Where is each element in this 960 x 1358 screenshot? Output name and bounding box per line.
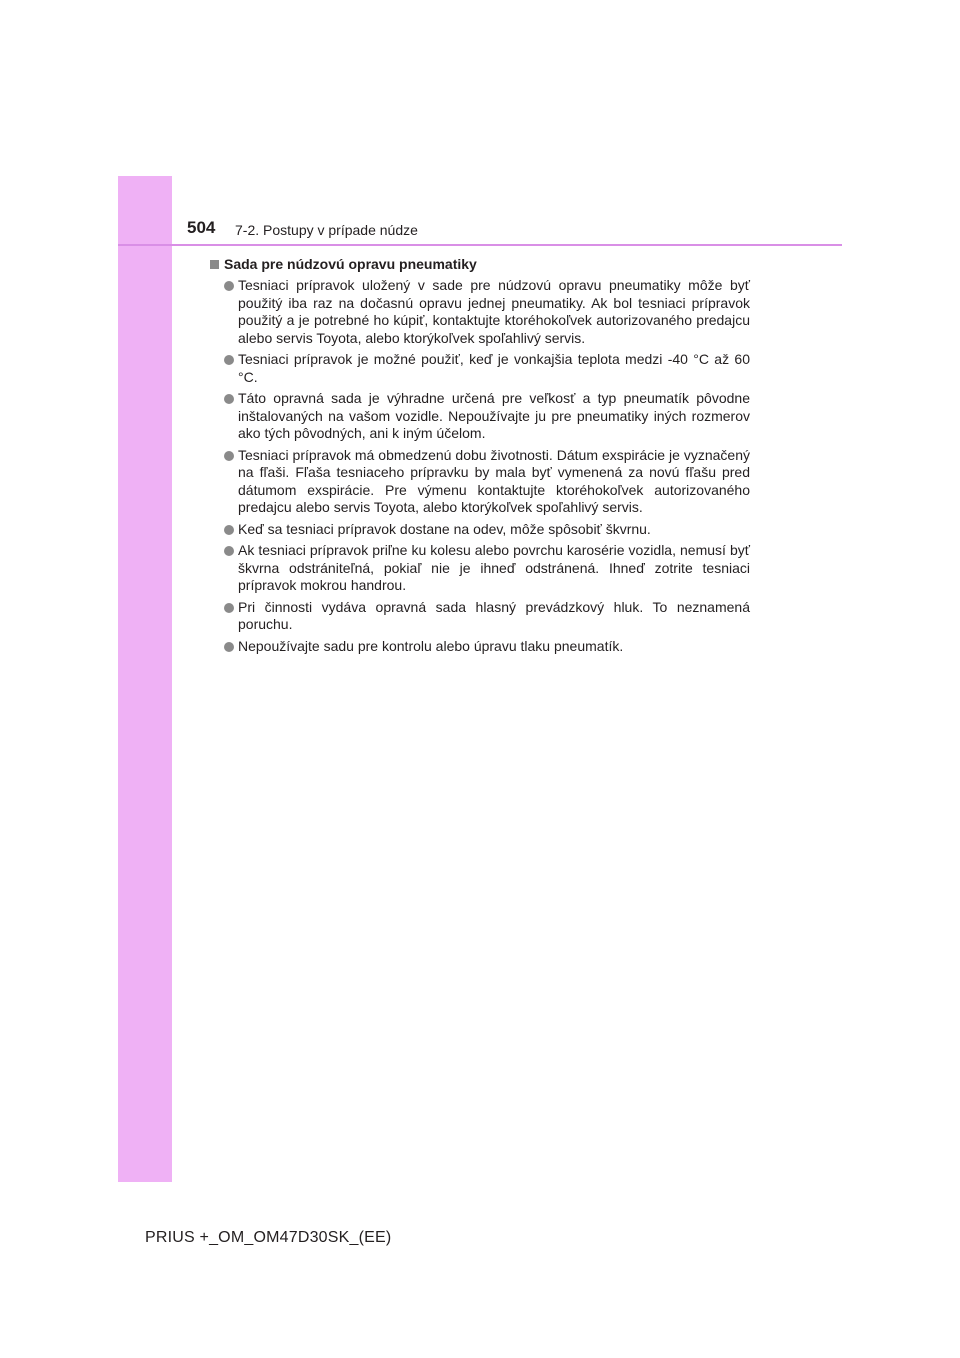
circle-bullet-icon bbox=[224, 525, 234, 535]
main-content bbox=[210, 255, 750, 659]
circle-bullet-icon bbox=[224, 451, 234, 461]
circle-bullet-icon bbox=[224, 355, 234, 365]
list-item bbox=[224, 638, 750, 656]
header-rule bbox=[118, 244, 842, 246]
list-item bbox=[224, 277, 750, 347]
list-item bbox=[224, 447, 750, 517]
circle-bullet-icon bbox=[224, 281, 234, 291]
chapter-side-band bbox=[118, 176, 172, 1182]
list-item-text: Tesniaci prípravok je možné použiť, keď je vonkajšia teplota medzi -40 °C až 60 °C. bbox=[238, 351, 750, 385]
square-bullet-icon bbox=[210, 260, 219, 269]
page-number: 504 bbox=[187, 218, 216, 237]
list-item-text: Tesniaci prípravok má obmedzenú dobu životnosti. Dátum exspirácie je vyznačený na fľaši. Fľaša tesniaceho prípravku by mala byť vymenená za novú fľašu pred dátumom exspirácie. Pre výmenu kontaktujte ktoréhokoľvek autorizovaného predajcu alebo servis Toyota, alebo ktorýkoľvek spoľahlivý servis. bbox=[238, 446, 750, 515]
list-item-text: Keď sa tesniaci prípravok dostane na odev, môže spôsobiť škvrnu. bbox=[238, 520, 651, 537]
list-item bbox=[224, 351, 750, 386]
circle-bullet-icon bbox=[224, 603, 234, 613]
footer-code: PRIUS +_OM_OM47D30SK_(EE) bbox=[145, 1229, 392, 1246]
list-item-text: Tesniaci prípravok uložený v sade pre núdzovú opravu pneumatiky môže byť použitý iba raz na dočasnú opravu jednej pneumatiky. Ak bol tesniaci prípravok použitý a je potrebné ho kúpiť, kontaktujte ktoréhokoľvek autorizovaného predajcu alebo servis Toyota, alebo ktorýkoľvek spoľahlivý servis. bbox=[238, 277, 750, 346]
list-item-text: Ak tesniaci prípravok priľne ku kolesu alebo povrchu karosérie vozidla, nemusí byť škvrna odstrániteľná, pokiaľ nie je ihneď odstránená. Ihneď zotrite tesniaci prípravok mokrou handrou. bbox=[238, 542, 750, 593]
list-item-text: Nepoužívajte sadu pre kontrolu alebo úpravu tlaku pneumatík. bbox=[238, 637, 624, 654]
bullet-list bbox=[210, 277, 750, 655]
list-item bbox=[224, 390, 750, 443]
list-item bbox=[224, 542, 750, 595]
section-heading bbox=[210, 255, 750, 273]
section-heading-text: Sada pre núdzovú opravu pneumatiky bbox=[224, 256, 477, 272]
list-item bbox=[224, 599, 750, 634]
list-item bbox=[224, 521, 750, 539]
list-item-text: Pri činnosti vydáva opravná sada hlasný prevádzkový hluk. To neznamená poruchu. bbox=[238, 598, 750, 632]
circle-bullet-icon bbox=[224, 546, 234, 556]
list-item-text: Táto opravná sada je výhradne určená pre veľkosť a typ pneumatík pôvodne inštalovaných na vašom vozidle. Nepoužívajte ju pre pneumatiky iných rozmerov ako tých pôvodných, ani k iným účelom. bbox=[238, 390, 750, 441]
chapter-title: 7-2. Postupy v prípade núdze bbox=[235, 222, 418, 238]
circle-bullet-icon bbox=[224, 394, 234, 404]
circle-bullet-icon bbox=[224, 642, 234, 652]
